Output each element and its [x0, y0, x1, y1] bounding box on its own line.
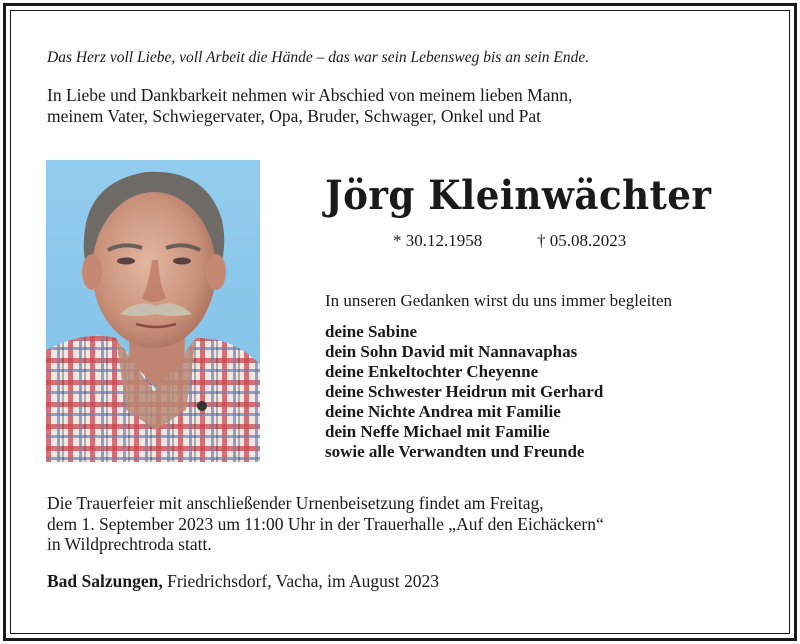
mourner-entry: deine Schwester Heidrun mit Gerhard [325, 382, 604, 401]
closing-line [47, 571, 439, 592]
memorial-phrase: In unseren Gedanken wirst du uns immer begleiten [325, 291, 672, 310]
closing-places-date: Friedrichsdorf, Vacha, im August 2023 [162, 571, 439, 591]
intro-text [47, 85, 747, 127]
mourner-entry: sowie alle Verwandten und Freunde [325, 442, 585, 461]
service-details [47, 493, 604, 555]
portrait-photo [46, 160, 260, 462]
mourners-list [325, 322, 603, 462]
death-date: † 05.08.2023 [537, 231, 627, 250]
service-line: dem 1. September 2023 um 11:00 Uhr in der Trauerhalle „Auf den Eichäckern“ [47, 513, 604, 534]
service-line: Die Trauerfeier mit anschließender Urnenbeisetzung findet am Freitag, [47, 493, 544, 513]
mourner-entry: dein Neffe Michael mit Familie [325, 422, 550, 441]
deceased-name: Jörg Kleinwächter [325, 172, 712, 219]
intro-line: meinem Vater, Schwiegervater, Opa, Bruder, Schwager, Onkel und Pat [47, 106, 542, 126]
birth-date: * 30.12.1958 [393, 231, 483, 250]
intro-line: In Liebe und Dankbarkeit nehmen wir Abschied von meinem lieben Mann, [47, 85, 573, 105]
mourner-entry: deine Sabine [325, 322, 418, 341]
closing-place: Bad Salzungen, [47, 571, 163, 591]
mourner-entry: deine Enkeltochter Cheyenne [325, 362, 539, 381]
service-line: in Wildprechtroda statt. [47, 534, 212, 554]
motto: Das Herz voll Liebe, voll Arbeit die Hände – das war sein Lebensweg bis an sein Ende. [47, 49, 590, 66]
portrait-image [46, 160, 260, 462]
mourner-entry: deine Nichte Andrea mit Familie [325, 402, 561, 421]
mourner-entry: dein Sohn David mit Nannavaphas [325, 342, 578, 361]
